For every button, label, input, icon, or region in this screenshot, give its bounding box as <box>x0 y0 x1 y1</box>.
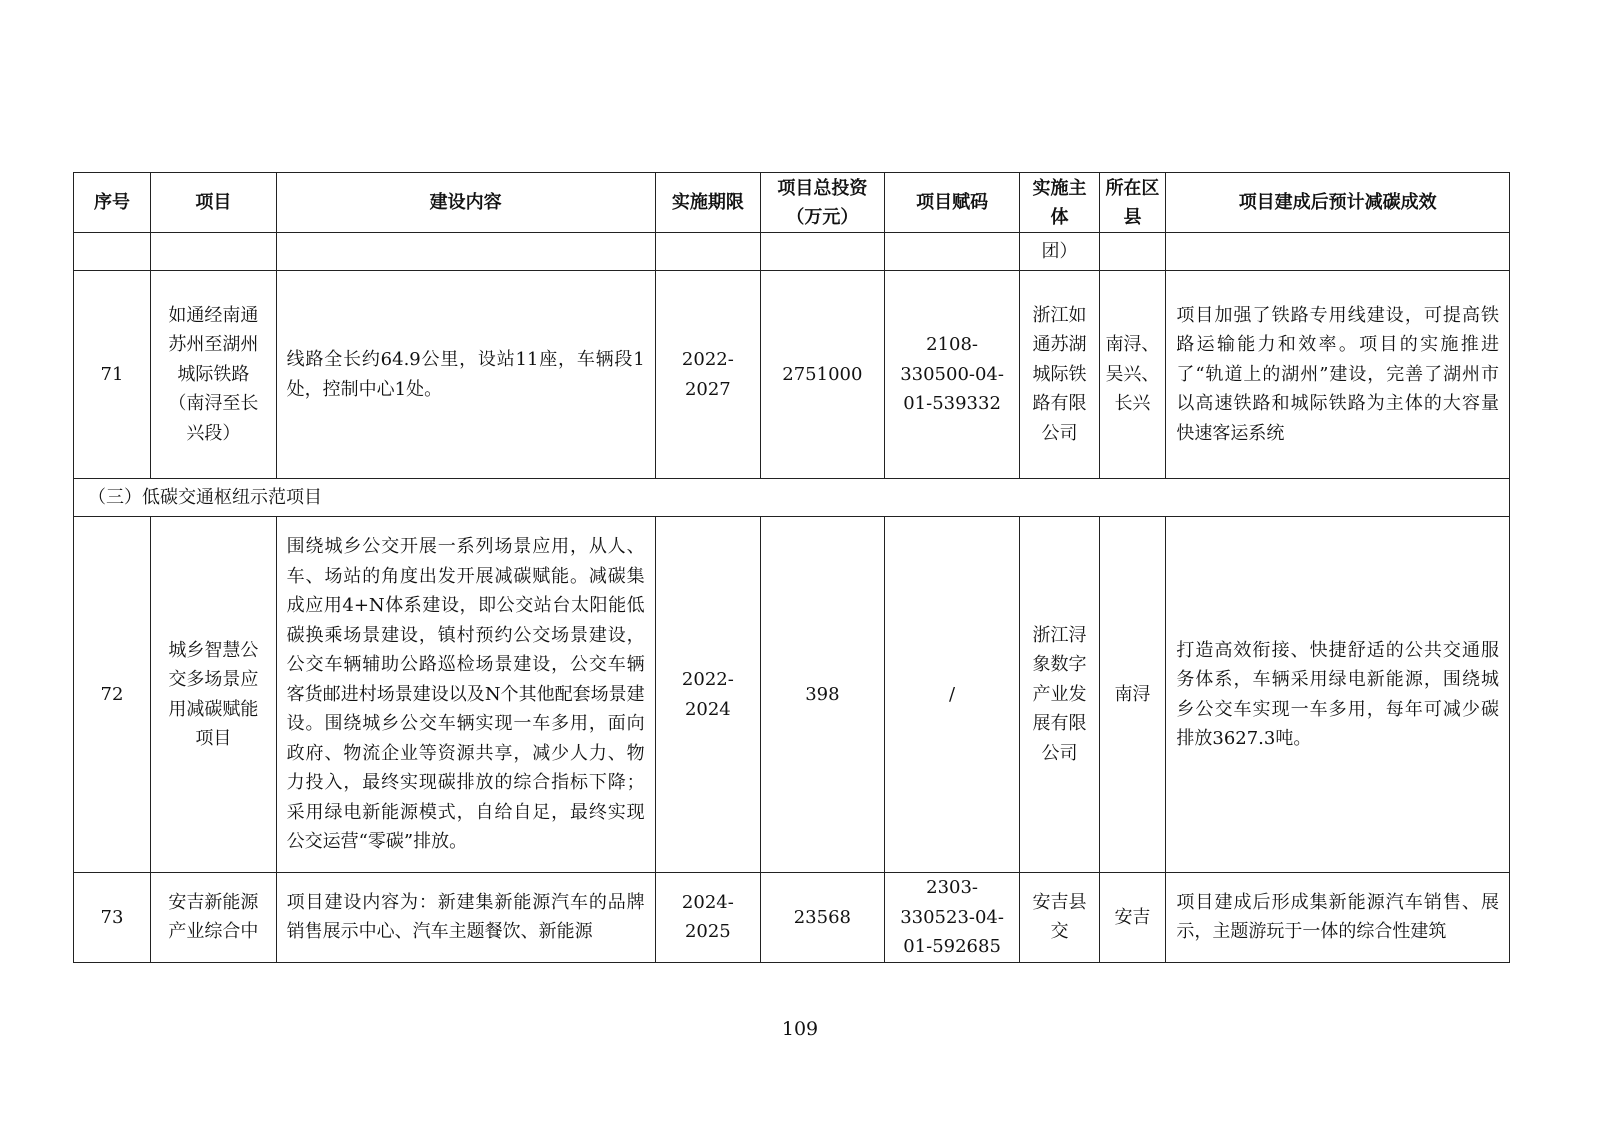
header-code: 项目赋码 <box>884 173 1020 233</box>
table-row <box>74 517 1510 873</box>
row-district: 南浔、吴兴、长兴 <box>1099 271 1166 479</box>
row-project: 城乡智慧公交多场景应用减碳赋能项目 <box>151 517 277 873</box>
row-seq: 71 <box>74 271 151 479</box>
row-investment: 23568 <box>761 873 885 963</box>
section-title: （三）低碳交通枢纽示范项目 <box>74 479 1510 517</box>
row-seq: 73 <box>74 873 151 963</box>
table-header-row <box>74 173 1510 233</box>
header-content: 建设内容 <box>276 173 655 233</box>
row-period: 2022-2024 <box>655 517 760 873</box>
row-seq: 72 <box>74 517 151 873</box>
page-number: 109 <box>781 1018 819 1040</box>
row-content: 线路全长约64.9公里，设站11座，车辆段1处，控制中心1处。 <box>276 271 655 479</box>
header-district: 所在区县 <box>1099 173 1166 233</box>
header-project: 项目 <box>151 173 277 233</box>
section-row <box>74 479 1510 517</box>
header-effect: 项目建成后预计减碳成效 <box>1166 173 1510 233</box>
row-effect: 项目建成后形成集新能源汽车销售、展示，主题游玩于一体的综合性建筑 <box>1166 873 1510 963</box>
row-investment: 398 <box>761 517 885 873</box>
table-row <box>74 271 1510 479</box>
carryover-entity: 团） <box>1020 233 1099 271</box>
row-effect: 打造高效衔接、快捷舒适的公共交通服务体系，车辆采用绿电新能源，围绕城乡公交车实现一车多用，每年可减少碳排放3627.3吨。 <box>1166 517 1510 873</box>
header-seq: 序号 <box>74 173 151 233</box>
header-entity: 实施主体 <box>1020 173 1099 233</box>
row-entity: 浙江浔象数字产业发展有限公司 <box>1020 517 1099 873</box>
row-project: 安吉新能源产业综合中 <box>151 873 277 963</box>
project-table <box>73 172 1510 963</box>
row-period: 2024-2025 <box>655 873 760 963</box>
row-entity: 安吉县交 <box>1020 873 1099 963</box>
row-project: 如通经南通苏州至湖州城际铁路（南浔至长兴段） <box>151 271 277 479</box>
header-investment: 项目总投资（万元） <box>761 173 885 233</box>
row-investment: 2751000 <box>761 271 885 479</box>
row-district: 南浔 <box>1099 517 1166 873</box>
table-row <box>74 873 1510 963</box>
row-entity: 浙江如通苏湖城际铁路有限公司 <box>1020 271 1099 479</box>
header-period: 实施期限 <box>655 173 760 233</box>
row-code: 2108-330500-04-01-539332 <box>884 271 1020 479</box>
row-district: 安吉 <box>1099 873 1166 963</box>
row-content: 项目建设内容为：新建集新能源汽车的品牌销售展示中心、汽车主题餐饮、新能源 <box>276 873 655 963</box>
row-period: 2022-2027 <box>655 271 760 479</box>
row-code: 2303-330523-04-01-592685 <box>884 873 1020 963</box>
row-content: 围绕城乡公交开展一系列场景应用，从人、车、场站的角度出发开展减碳赋能。减碳集成应用4+N体系建设，即公交站台太阳能低碳换乘场景建设，镇村预约公交场景建设，公交车辆辅助公路巡检场景建设，公交车辆客货邮进村场景建设以及N个其他配套场景建设。围绕城乡公交车辆实现一车多用，面向政府、物流企业等资源共享，减少人力、物力投入，最终实现碳排放的综合指标下降；采用绿电新能源模式，自给自足，最终实现公交运营“零碳”排放。 <box>276 517 655 873</box>
table-row-carryover <box>74 233 1510 271</box>
row-code: / <box>884 517 1020 873</box>
row-effect: 项目加强了铁路专用线建设，可提高铁路运输能力和效率。项目的实施推进了“轨道上的湖州”建设，完善了湖州市以高速铁路和城际铁路为主体的大容量快速客运系统 <box>1166 271 1510 479</box>
